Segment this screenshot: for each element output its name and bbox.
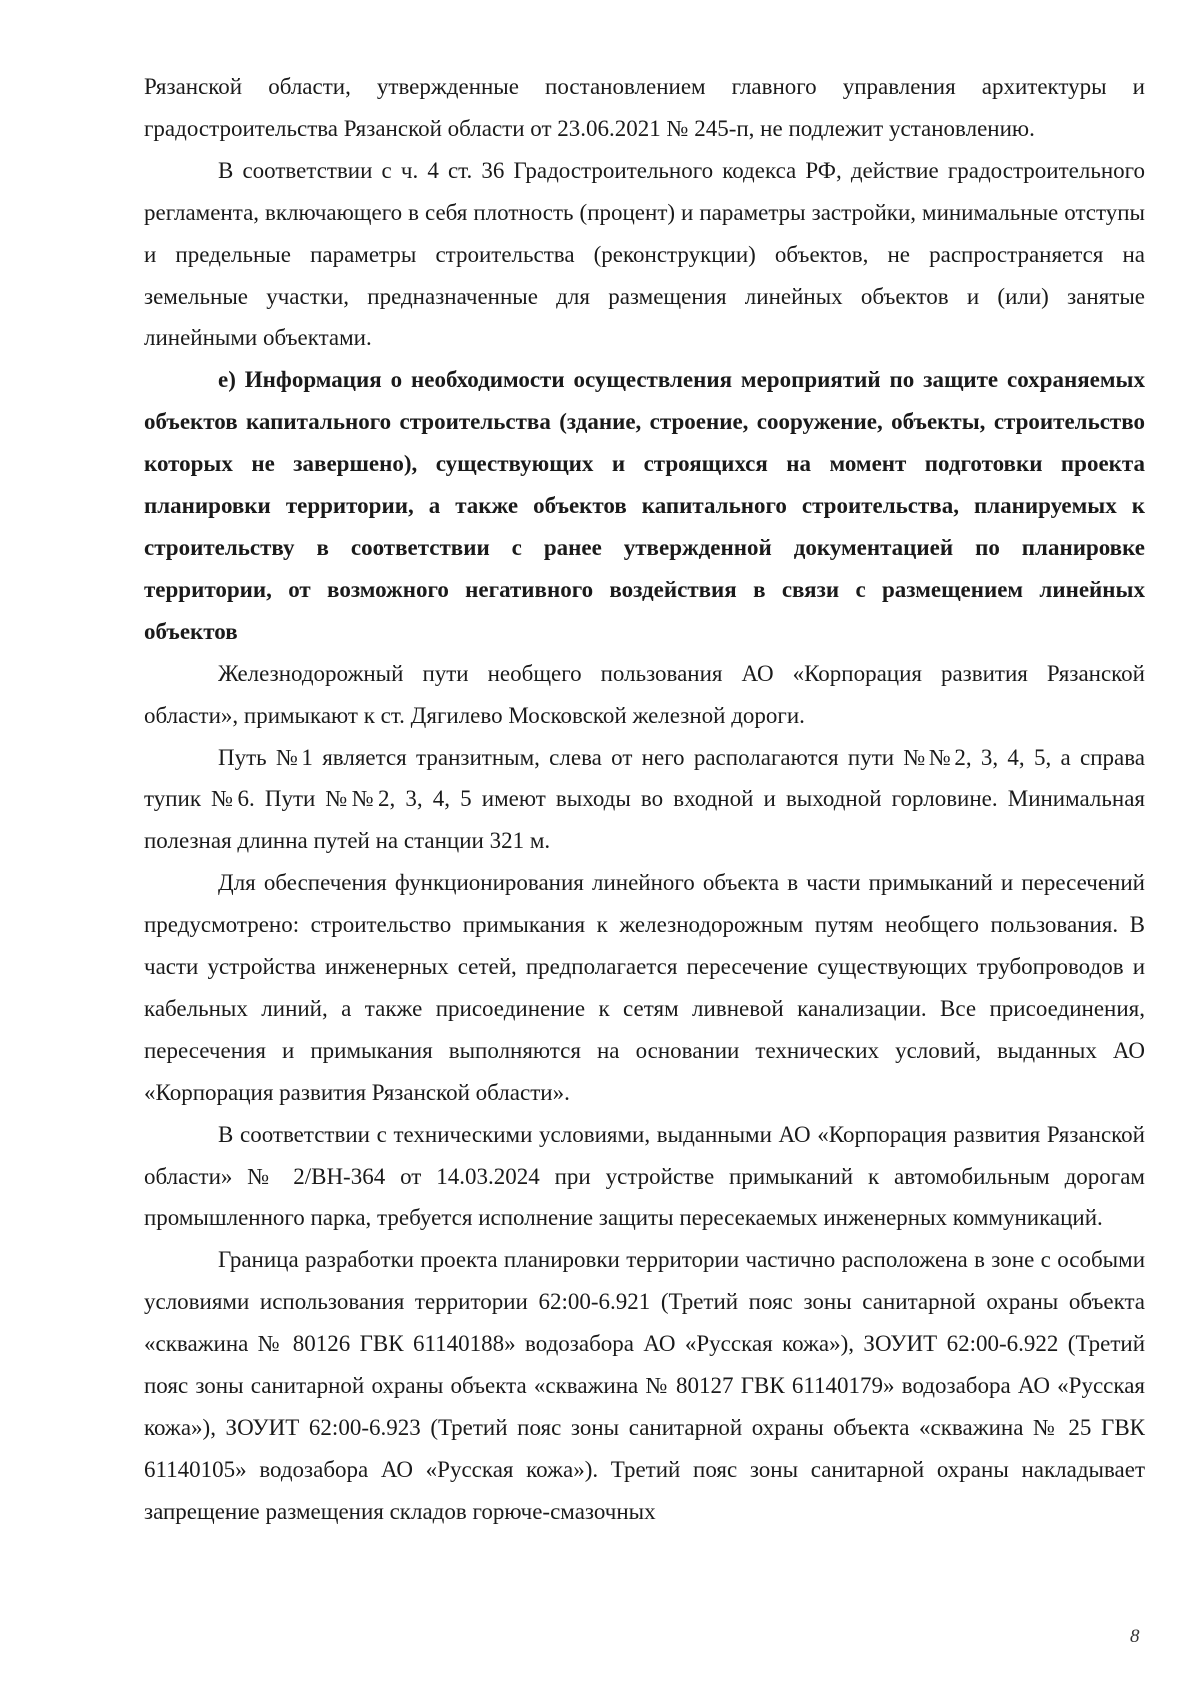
paragraph-technical-conditions: В соответствии с техническими условиями, выданными АО «Корпорация развития Рязанской области» № 2/ВН-364 от 14.03.2024 при устройстве примыканий к автомобильным дорогам промышленного парка, требуется исполнение защиты пересекаемых инженерных коммуникаций. [144,1121,1145,1231]
section-heading-e: е) Информация о необходимости осуществления мероприятий по защите сохраняемых объектов капитального строительства (здание, строение, сооружение, объекты, строительство которых не завершено), существующих и строящихся на момент подготовки проекта планировки территории, а также объектов капитального строительства, планируемых к строительству в соответствии с ранее утвержденной документацией по планировке территории, от возможного негативного воздействия в связи с размещением линейных объектов [144,367,1145,644]
paragraph-continuation: Рязанской области, утвержденные постановлением главного управления архитектуры и градостроительства Рязанской области от 23.06.2021 № 245-п, не подлежит установлению. [144,74,1145,141]
paragraph-railway: Железнодорожный пути необщего пользования АО «Корпорация развития Рязанской области», примыкают к ст. Дягилево Московской железной дороги. [144,660,1145,728]
paragraph-junctions: Для обеспечения функционирования линейного объекта в части примыканий и пересечений предусмотрено: строительство примыкания к железнодорожным путям необщего пользования. В части устройства инженерных сетей, предполагается пересечение существующих трубопроводов и кабельных линий, а также присоединение к сетям ливневой канализации. Все присоединения, пересечения и примыкания выполняются на основании технических условий, выданных АО «Корпорация развития Рязанской области». [144,870,1145,1105]
document-body [144,66,1145,1533]
page-number: 8 [1130,1626,1140,1647]
paragraph-sanitary-zone: Граница разработки проекта планировки территории частично расположена в зоне с особыми условиями использования территории 62:00-6.921 (Третий пояс зоны санитарной охраны объекта «скважина № 80126 ГВК 61140188» водозабора АО «Русская кожа»), ЗОУИТ 62:00-6.922 (Третий пояс зоны санитарной охраны объекта «скважина № 80127 ГВК 61140179» водозабора АО «Русская кожа»), ЗОУИТ 62:00-6.923 (Третий пояс зоны санитарной охраны объекта «скважина № 25 ГВК 61140105» водозабора АО «Русская кожа»). Третий пояс зоны санитарной охраны накладывает запрещение размещения складов горюче-смазочных [144,1247,1145,1524]
paragraph-regulation: В соответствии с ч. 4 ст. 36 Градостроительного кодекса РФ, действие градостроительного регламента, включающего в себя плотность (процент) и параметры застройки, минимальные отступы и предельные параметры строительства (реконструкции) объектов, не распространяется на земельные участки, предназначенные для размещения линейных объектов и (или) занятые линейными объектами. [144,157,1145,351]
paragraph-tracks: Путь №1 является транзитным, слева от него располагаются пути №№2, 3, 4, 5, а справа тупик №6. Пути №№2, 3, 4, 5 имеют выходы во входной и выходной горловине. Минимальная полезная длинна путей на станции 321 м. [144,744,1145,854]
